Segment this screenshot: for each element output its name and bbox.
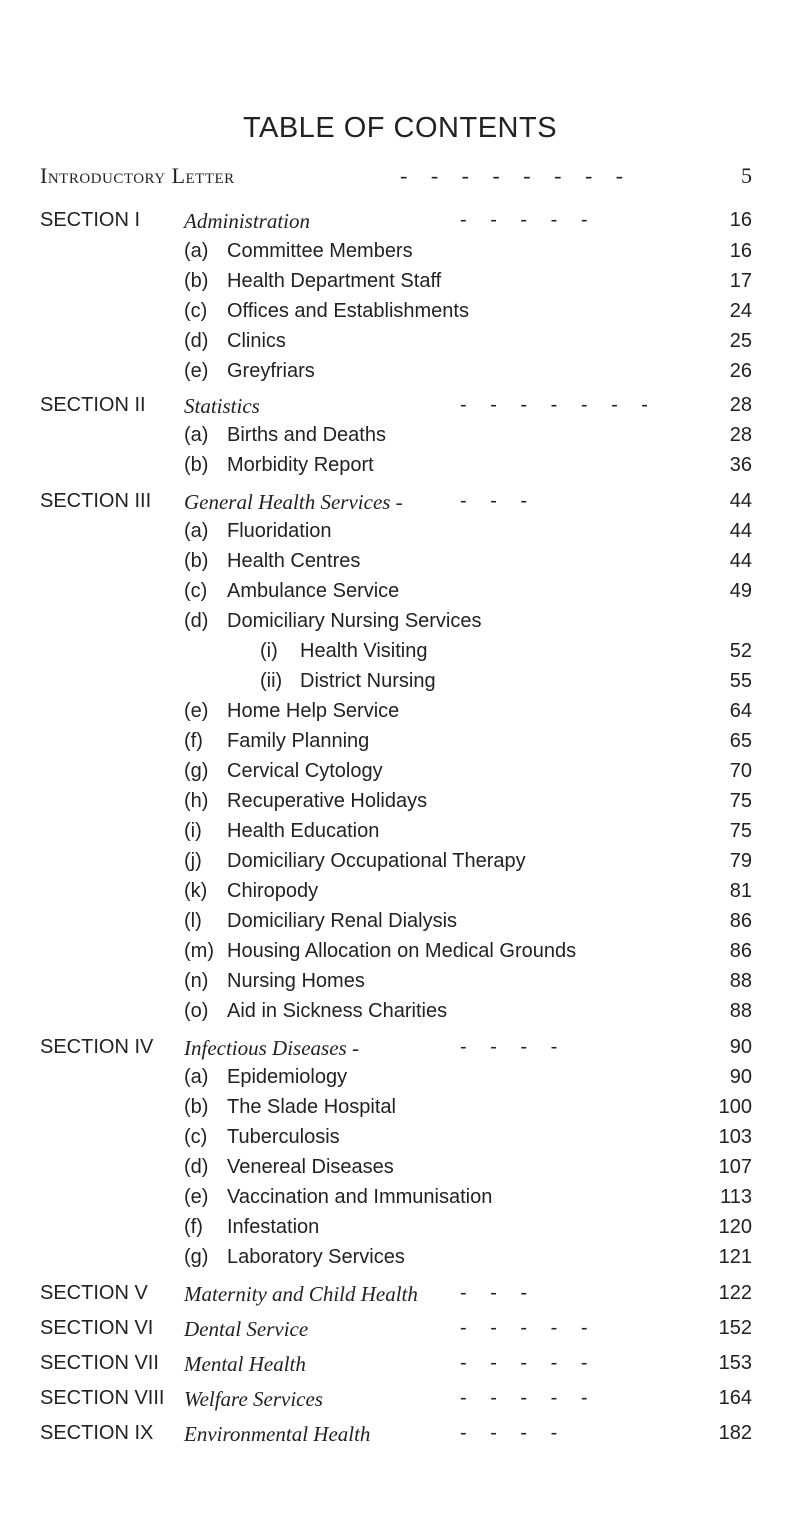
page-number: 182	[718, 1422, 752, 1444]
item-label: Greyfriars	[227, 360, 315, 382]
section-heading: Administration	[184, 209, 311, 233]
subitem-label: District Nursing	[300, 670, 436, 692]
page-number: 16	[729, 209, 752, 231]
toc-item-row	[0, 1186, 800, 1216]
page-number: 44	[729, 490, 752, 512]
section-heading: Welfare Services	[184, 1387, 323, 1411]
toc-section-row	[0, 394, 800, 424]
item-label: Morbidity Report	[227, 454, 374, 476]
section-heading: Maternity and Child Health	[184, 1282, 418, 1306]
leader-dashes: - - - -	[460, 1422, 567, 1444]
toc-section-row	[0, 1387, 800, 1417]
item-label: Domiciliary Nursing Services	[227, 610, 482, 632]
item-letter: (f)	[184, 730, 203, 752]
subitem-numeral: (i)	[260, 640, 278, 662]
item-letter: (g)	[184, 760, 209, 782]
item-letter: (l)	[184, 910, 202, 932]
toc-subitem-row	[0, 640, 800, 670]
subitem-label: Health Visiting	[300, 640, 428, 662]
section-label: SECTION VII	[40, 1352, 159, 1374]
item-label: Offices and Establishments	[227, 300, 469, 322]
section-heading: Statistics	[184, 394, 260, 418]
item-label: Committee Members	[227, 240, 413, 262]
toc-item-row	[0, 1246, 800, 1276]
item-label: Clinics	[227, 330, 286, 352]
item-letter: (d)	[184, 330, 209, 352]
leader-dashes: - - - - -	[460, 209, 597, 231]
item-label: Nursing Homes	[227, 970, 365, 992]
page-number: 24	[729, 300, 752, 322]
section-heading: General Health Services -	[184, 490, 403, 514]
item-letter: (c)	[184, 300, 208, 322]
page-number: 120	[718, 1216, 752, 1238]
toc-item-row	[0, 1126, 800, 1156]
toc-item-row	[0, 1066, 800, 1096]
page-number: 164	[718, 1387, 752, 1409]
item-label: Home Help Service	[227, 700, 400, 722]
item-label: The Slade Hospital	[227, 1096, 396, 1118]
page-number: 17	[729, 270, 752, 292]
page-number: 75	[729, 790, 752, 812]
item-letter: (m)	[184, 940, 214, 962]
item-label: Health Department Staff	[227, 270, 442, 292]
item-label: Domiciliary Renal Dialysis	[227, 910, 458, 932]
item-letter: (j)	[184, 850, 202, 872]
page-number: 88	[729, 970, 752, 992]
toc-item-row	[0, 1096, 800, 1126]
section-heading: Dental Service	[184, 1317, 309, 1341]
toc-item-row	[0, 760, 800, 790]
toc-section-row	[0, 1317, 800, 1347]
item-label: Infestation	[227, 1216, 320, 1238]
item-label: Cervical Cytology	[227, 760, 383, 782]
page-number: 86	[729, 940, 752, 962]
section-label: SECTION III	[40, 490, 152, 512]
page-number: 26	[729, 360, 752, 382]
item-letter: (n)	[184, 970, 209, 992]
toc-section-row	[0, 490, 800, 520]
item-letter: (d)	[184, 1156, 209, 1178]
page-number: 88	[729, 1000, 752, 1022]
toc-item-row	[0, 790, 800, 820]
item-label: Aid in Sickness Charities	[227, 1000, 448, 1022]
toc-item-row	[0, 520, 800, 550]
item-letter: (a)	[184, 240, 209, 262]
toc-item-row	[0, 454, 800, 484]
item-letter: (e)	[184, 700, 209, 722]
item-label: Health Centres	[227, 550, 361, 572]
toc-item-row	[0, 270, 800, 300]
page-number: 90	[729, 1066, 752, 1088]
page-title: TABLE OF CONTENTS	[242, 112, 558, 144]
page-number: 79	[729, 850, 752, 872]
item-letter: (c)	[184, 1126, 208, 1148]
toc-item-row	[0, 550, 800, 580]
item-label: Venereal Diseases	[227, 1156, 394, 1178]
page-number: 49	[729, 580, 752, 602]
item-letter: (a)	[184, 1066, 209, 1088]
section-heading: Infectious Diseases -	[184, 1036, 359, 1060]
toc-item-row	[0, 424, 800, 454]
toc-item-row	[0, 240, 800, 270]
page-number: 75	[729, 820, 752, 842]
leader-dashes: - - - -	[460, 1036, 567, 1058]
section-label: SECTION VI	[40, 1317, 154, 1339]
page-number: 122	[718, 1282, 752, 1304]
item-label: Health Education	[227, 820, 380, 842]
toc-subitem-row	[0, 670, 800, 700]
page-number: 52	[729, 640, 752, 662]
item-label: Housing Allocation on Medical Grounds	[227, 940, 577, 962]
page-number: 107	[718, 1156, 752, 1178]
leader-dashes: - - - - -	[460, 1387, 597, 1409]
item-label: Births and Deaths	[227, 424, 386, 446]
leader-dashes: - - - - -	[460, 1352, 597, 1374]
toc-item-row	[0, 850, 800, 880]
item-letter: (b)	[184, 454, 209, 476]
section-label: SECTION II	[40, 394, 146, 416]
leader-dashes: - - - - - - - -	[400, 163, 633, 188]
item-letter: (a)	[184, 520, 209, 542]
page-number: 65	[729, 730, 752, 752]
toc-item-row	[0, 580, 800, 610]
toc-section-row	[0, 1036, 800, 1066]
page-number: 44	[729, 520, 752, 542]
page-number: 153	[718, 1352, 752, 1374]
section-label: SECTION I	[40, 209, 141, 231]
item-letter: (o)	[184, 1000, 209, 1022]
page-number: 113	[720, 1186, 752, 1208]
item-letter: (g)	[184, 1246, 209, 1268]
item-label: Chiropody	[227, 880, 319, 902]
section-heading: Mental Health	[184, 1352, 306, 1376]
item-letter: (e)	[184, 1186, 209, 1208]
leader-dashes: - - - - - - -	[460, 394, 657, 416]
item-letter: (b)	[184, 1096, 209, 1118]
section-label: SECTION IX	[40, 1422, 154, 1444]
intro-label: Introductory Letter	[40, 163, 235, 188]
item-letter: (f)	[184, 1216, 203, 1238]
page-number: 81	[729, 880, 752, 902]
page-number: 70	[729, 760, 752, 782]
toc-item-row	[0, 910, 800, 940]
subitem-numeral: (ii)	[260, 670, 283, 692]
page-number: 64	[729, 700, 752, 722]
toc-item-row	[0, 300, 800, 330]
toc-item-row	[0, 1216, 800, 1246]
toc-item-row	[0, 820, 800, 850]
page-number: 28	[729, 424, 752, 446]
item-label: Family Planning	[227, 730, 370, 752]
item-letter: (a)	[184, 424, 209, 446]
toc-item-row	[0, 970, 800, 1000]
item-letter: (d)	[184, 610, 209, 632]
item-letter: (b)	[184, 550, 209, 572]
section-label: SECTION VIII	[40, 1387, 165, 1409]
toc-section-row	[0, 1282, 800, 1312]
page-number: 90	[729, 1036, 752, 1058]
page-number: 152	[718, 1317, 752, 1339]
item-label: Vaccination and Immunisation	[227, 1186, 493, 1208]
section-label: SECTION V	[40, 1282, 148, 1304]
page-number: 121	[718, 1246, 752, 1268]
page-number: 55	[729, 670, 752, 692]
item-label: Laboratory Services	[227, 1246, 405, 1268]
toc-item-row	[0, 880, 800, 910]
page-number: 25	[729, 330, 752, 352]
toc-section-row	[0, 1422, 800, 1452]
item-letter: (h)	[184, 790, 209, 812]
item-letter: (i)	[184, 820, 202, 842]
item-letter: (e)	[184, 360, 209, 382]
toc-item-row	[0, 610, 800, 640]
toc-item-row	[0, 940, 800, 970]
leader-dashes: - - - - -	[460, 1317, 597, 1339]
page-number: 28	[729, 394, 752, 416]
toc-item-row	[0, 700, 800, 730]
item-label: Epidemiology	[227, 1066, 348, 1088]
item-label: Fluoridation	[227, 520, 332, 542]
page-number: 100	[718, 1096, 752, 1118]
item-label: Domiciliary Occupational Therapy	[227, 850, 526, 872]
page-number: 44	[729, 550, 752, 572]
page-number: 103	[718, 1126, 752, 1148]
item-label: Recuperative Holidays	[227, 790, 428, 812]
leader-dashes: - - -	[460, 1282, 537, 1304]
page-number: 16	[729, 240, 752, 262]
toc-item-row	[0, 1000, 800, 1030]
toc-item-row	[0, 1156, 800, 1186]
section-label: SECTION IV	[40, 1036, 154, 1058]
page-number: 86	[729, 910, 752, 932]
item-letter: (c)	[184, 580, 208, 602]
leader-dashes: - - -	[460, 490, 537, 512]
toc-item-row	[0, 360, 800, 390]
toc-section-row	[0, 1352, 800, 1382]
section-heading: Environmental Health	[184, 1422, 371, 1446]
item-label: Tuberculosis	[227, 1126, 340, 1148]
page-number: 36	[729, 454, 752, 476]
item-label: Ambulance Service	[227, 580, 400, 602]
page-number: 5	[741, 163, 752, 188]
toc-item-row	[0, 330, 800, 360]
item-letter: (b)	[184, 270, 209, 292]
item-letter: (k)	[184, 880, 208, 902]
toc-section-row	[0, 209, 800, 239]
toc-item-row	[0, 730, 800, 760]
